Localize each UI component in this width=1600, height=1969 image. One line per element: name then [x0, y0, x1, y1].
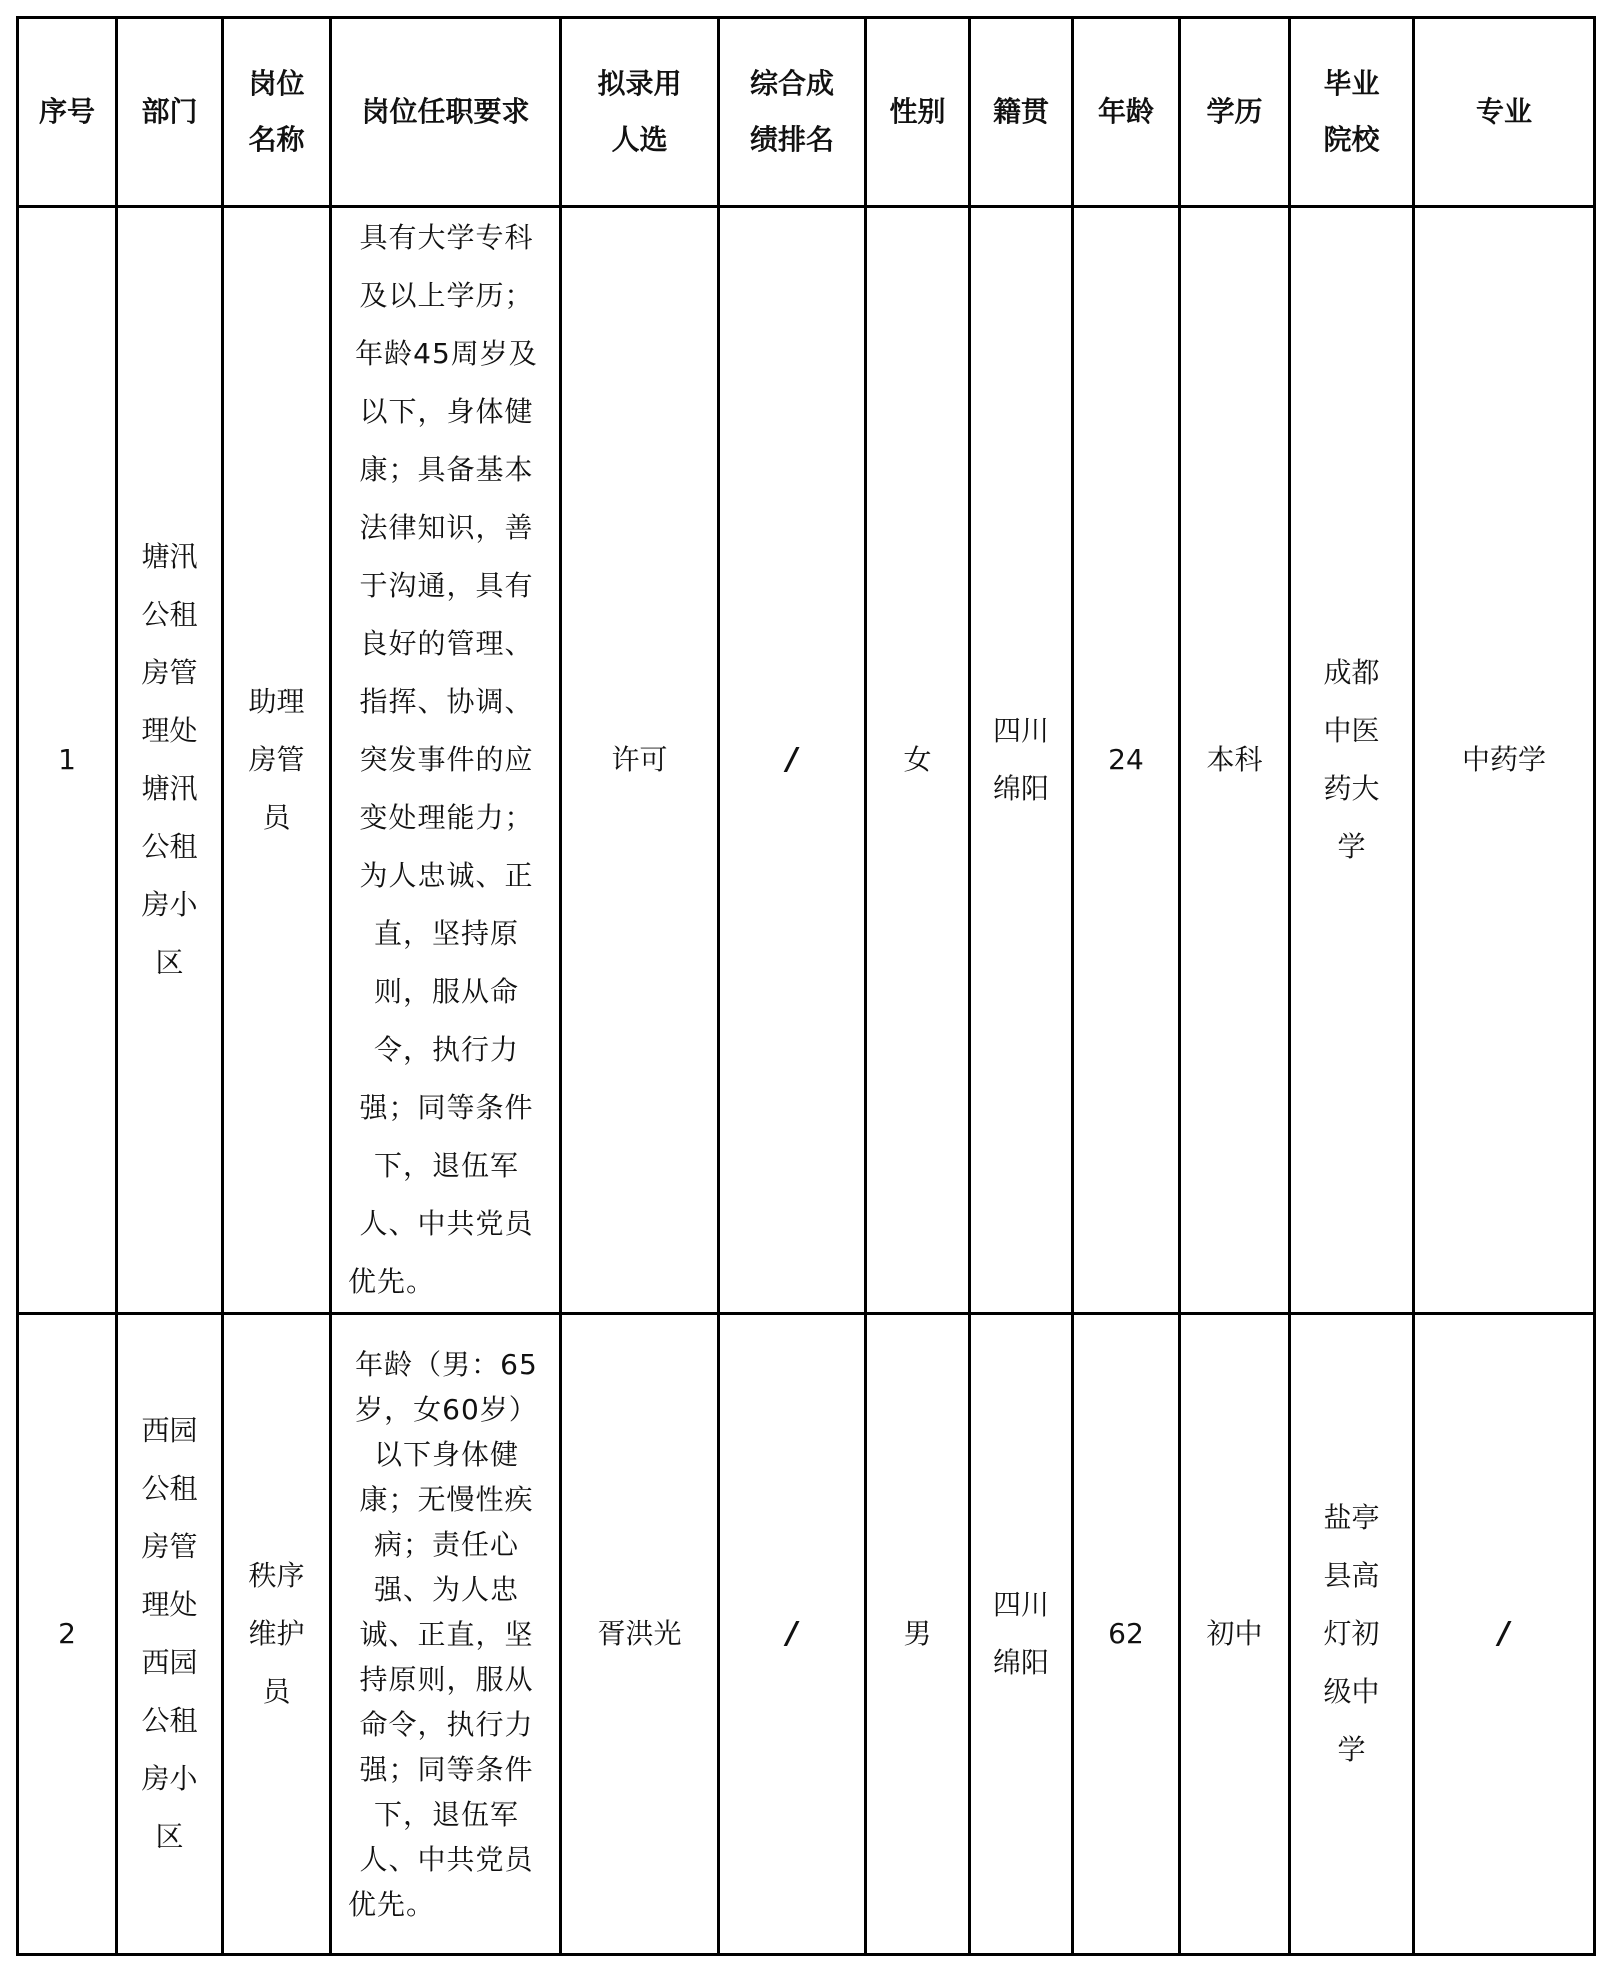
cell-position: 助理房管员 — [223, 207, 331, 1314]
header-origin: 籍贯 — [970, 18, 1073, 207]
cell-seq: 2 — [18, 1314, 117, 1955]
cell-requirements: 年龄（男：65岁，女60岁）以下身体健康；无慢性疾病；责任心强、为人忠诚、正直，坚持原则，服从命令，执行力强；同等条件下，退伍军人、中共党员优先。 — [331, 1314, 561, 1955]
header-position: 岗位名称 — [223, 18, 331, 207]
cell-dept: 塘汛公租房管理处塘汛公租房小区 — [117, 207, 223, 1314]
cell-requirements: 具有大学专科及以上学历；年龄45周岁及以下，身体健康；具备基本法律知识，善于沟通，具有良好的管理、指挥、协调、突发事件的应变处理能力；为人忠诚、正直，坚持原则，服从命令，执行力强；同等条件下，退伍军人、中共党员优先。 — [331, 207, 561, 1314]
header-candidate: 拟录用人选 — [561, 18, 719, 207]
cell-age: 24 — [1073, 207, 1180, 1314]
cell-candidate: 胥洪光 — [561, 1314, 719, 1955]
cell-origin: 四川绵阳 — [970, 207, 1073, 1314]
cell-ranking: / — [719, 207, 866, 1314]
cell-dept: 西园公租房管理处西园公租房小区 — [117, 1314, 223, 1955]
header-row — [18, 18, 1595, 207]
header-major: 专业 — [1414, 18, 1595, 207]
header-education: 学历 — [1180, 18, 1290, 207]
cell-gender: 女 — [866, 207, 970, 1314]
cell-position: 秩序维护员 — [223, 1314, 331, 1955]
header-school: 毕业院校 — [1290, 18, 1414, 207]
header-age: 年龄 — [1073, 18, 1180, 207]
table-row — [18, 1314, 1595, 1955]
header-gender: 性别 — [866, 18, 970, 207]
cell-age: 62 — [1073, 1314, 1180, 1955]
cell-seq: 1 — [18, 207, 117, 1314]
table-row — [18, 207, 1595, 1314]
cell-education: 本科 — [1180, 207, 1290, 1314]
cell-major: 中药学 — [1414, 207, 1595, 1314]
cell-school: 盐亭县高灯初级中学 — [1290, 1314, 1414, 1955]
header-dept: 部门 — [117, 18, 223, 207]
cell-origin: 四川绵阳 — [970, 1314, 1073, 1955]
cell-candidate: 许可 — [561, 207, 719, 1314]
cell-major: / — [1414, 1314, 1595, 1955]
cell-gender: 男 — [866, 1314, 970, 1955]
header-ranking: 综合成绩排名 — [719, 18, 866, 207]
cell-ranking: / — [719, 1314, 866, 1955]
header-seq: 序号 — [18, 18, 117, 207]
cell-education: 初中 — [1180, 1314, 1290, 1955]
candidate-roster-table — [16, 16, 1596, 1956]
cell-school: 成都中医药大学 — [1290, 207, 1414, 1314]
header-requirements: 岗位任职要求 — [331, 18, 561, 207]
